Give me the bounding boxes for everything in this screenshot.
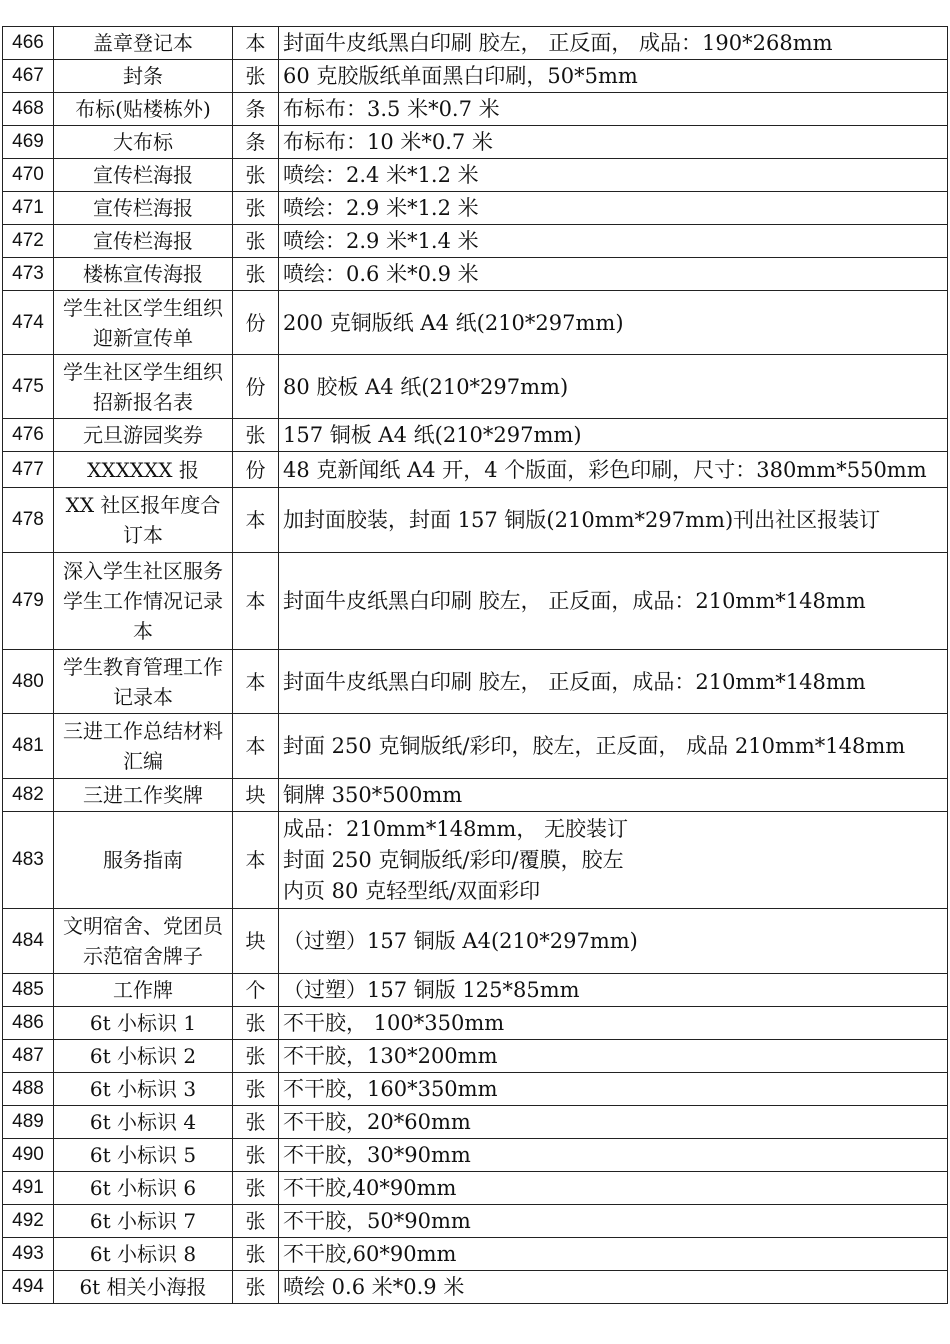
- table-row: [3, 1106, 948, 1139]
- item-spec-line: 封面 250 克铜版纸/彩印/覆膜，胶左: [283, 847, 624, 872]
- item-name: 工作牌: [54, 974, 233, 1007]
- item-unit: 个: [233, 974, 279, 1007]
- table-row: [3, 452, 948, 488]
- row-number: 470: [3, 159, 54, 192]
- item-spec: 200 克铜版纸 A4 纸(210*297mm): [279, 291, 948, 355]
- item-spec: 不干胶，20*60mm: [279, 1106, 948, 1139]
- item-unit: 张: [233, 1040, 279, 1073]
- item-name: 6t 小标识 7: [54, 1205, 233, 1238]
- table-row: [3, 1007, 948, 1040]
- item-name: 宣传栏海报: [54, 225, 233, 258]
- item-name-text: XX 社区报年度合订本: [65, 493, 221, 547]
- item-name: 宣传栏海报: [54, 192, 233, 225]
- item-unit: 张: [233, 1172, 279, 1205]
- item-spec: 封面 250 克铜版纸/彩印，胶左，正反面， 成品 210mm*148mm: [279, 714, 948, 779]
- row-number: 471: [3, 192, 54, 225]
- item-unit: 本: [233, 812, 279, 909]
- item-spec: 布标布：3.5 米*0.7 米: [279, 93, 948, 126]
- item-unit: 本: [233, 553, 279, 650]
- row-number: 475: [3, 355, 54, 419]
- item-name-text: 学生教育管理工作记录本: [63, 654, 223, 709]
- item-unit: 份: [233, 291, 279, 355]
- table-row: [3, 1205, 948, 1238]
- item-name: 三进工作奖牌: [54, 779, 233, 812]
- item-spec-line: 内页 80 克轻型纸/双面彩印: [283, 878, 541, 903]
- table-row: [3, 93, 948, 126]
- item-spec: 不干胶，160*350mm: [279, 1073, 948, 1106]
- item-spec: 铜牌 350*500mm: [279, 779, 948, 812]
- table-row: [3, 27, 948, 60]
- item-spec: 不干胶，50*90mm: [279, 1205, 948, 1238]
- item-spec: 157 铜板 A4 纸(210*297mm): [279, 419, 948, 452]
- item-name-text: 深入学生社区服务学生工作情况记录本: [63, 559, 223, 643]
- item-unit: 张: [233, 258, 279, 291]
- item-name: 6t 小标识 4: [54, 1106, 233, 1139]
- item-unit: 张: [233, 192, 279, 225]
- item-spec: （过塑）157 铜版 125*85mm: [279, 974, 948, 1007]
- item-unit: 块: [233, 779, 279, 812]
- row-number: 491: [3, 1172, 54, 1205]
- item-name: [54, 650, 233, 714]
- item-spec: 48 克新闻纸 A4 开，4 个版面，彩色印刷，尺寸：380mm*550mm: [279, 452, 948, 488]
- item-name-text: 学生社区学生组织迎新宣传单: [63, 295, 223, 350]
- item-spec: 喷绘：2.4 米*1.2 米: [279, 159, 948, 192]
- row-number: 481: [3, 714, 54, 779]
- table-body: [3, 27, 948, 1304]
- row-number: 472: [3, 225, 54, 258]
- item-name: 盖章登记本: [54, 27, 233, 60]
- row-number: 473: [3, 258, 54, 291]
- row-number: 494: [3, 1271, 54, 1304]
- item-spec: 不干胶,40*90mm: [279, 1172, 948, 1205]
- item-unit: 本: [233, 714, 279, 779]
- table-row: [3, 60, 948, 93]
- row-number: 467: [3, 60, 54, 93]
- item-spec: 封面牛皮纸黑白印刷 胶左， 正反面，成品：210mm*148mm: [279, 553, 948, 650]
- item-unit: 张: [233, 1106, 279, 1139]
- row-number: 468: [3, 93, 54, 126]
- item-spec: 加封面胶装，封面 157 铜版(210mm*297mm)刊出社区报装订: [279, 488, 948, 553]
- item-name: [54, 355, 233, 419]
- table-row: [3, 291, 948, 355]
- table-row: [3, 159, 948, 192]
- row-number: 493: [3, 1238, 54, 1271]
- item-spec: 布标布：10 米*0.7 米: [279, 126, 948, 159]
- item-spec: 封面牛皮纸黑白印刷 胶左， 正反面， 成品：190*268mm: [279, 27, 948, 60]
- table-row: [3, 126, 948, 159]
- table-row: [3, 225, 948, 258]
- item-unit: 张: [233, 60, 279, 93]
- row-number: 489: [3, 1106, 54, 1139]
- item-name: 大布标: [54, 126, 233, 159]
- row-number: 487: [3, 1040, 54, 1073]
- item-unit: 张: [233, 1007, 279, 1040]
- item-spec: 封面牛皮纸黑白印刷 胶左， 正反面，成品：210mm*148mm: [279, 650, 948, 714]
- item-spec: 不干胶，130*200mm: [279, 1040, 948, 1073]
- item-name: [54, 714, 233, 779]
- table-row: [3, 192, 948, 225]
- table-row: [3, 779, 948, 812]
- item-name: 封条: [54, 60, 233, 93]
- row-number: 483: [3, 812, 54, 909]
- item-name: 6t 小标识 2: [54, 1040, 233, 1073]
- item-name: 服务指南: [54, 812, 233, 909]
- row-number: 477: [3, 452, 54, 488]
- item-name: [54, 553, 233, 650]
- item-name: [54, 909, 233, 974]
- item-unit: 张: [233, 1073, 279, 1106]
- row-number: 484: [3, 909, 54, 974]
- item-unit: 张: [233, 419, 279, 452]
- item-name: 6t 小标识 3: [54, 1073, 233, 1106]
- row-number: 469: [3, 126, 54, 159]
- item-spec: 喷绘：0.6 米*0.9 米: [279, 258, 948, 291]
- item-spec: 喷绘 0.6 米*0.9 米: [279, 1271, 948, 1304]
- item-unit: 份: [233, 452, 279, 488]
- item-spec: （过塑）157 铜版 A4(210*297mm): [279, 909, 948, 974]
- row-number: 476: [3, 419, 54, 452]
- item-unit: 张: [233, 159, 279, 192]
- item-spec: 不干胶，30*90mm: [279, 1139, 948, 1172]
- item-unit: 本: [233, 650, 279, 714]
- item-unit: 张: [233, 225, 279, 258]
- item-unit: 条: [233, 93, 279, 126]
- item-spec: 不干胶， 100*350mm: [279, 1007, 948, 1040]
- item-unit: 张: [233, 1205, 279, 1238]
- table-row: [3, 1271, 948, 1304]
- item-name: 6t 小标识 8: [54, 1238, 233, 1271]
- table-row: [3, 553, 948, 650]
- table-row: [3, 714, 948, 779]
- item-name: 6t 相关小海报: [54, 1271, 233, 1304]
- item-name: 元旦游园奖券: [54, 419, 233, 452]
- row-number: 485: [3, 974, 54, 1007]
- table-row: [3, 258, 948, 291]
- row-number: 488: [3, 1073, 54, 1106]
- item-name: 6t 小标识 6: [54, 1172, 233, 1205]
- item-name: 6t 小标识 5: [54, 1139, 233, 1172]
- table-row: [3, 488, 948, 553]
- item-spec: 60 克胶版纸单面黑白印刷，50*5mm: [279, 60, 948, 93]
- table-row: [3, 1073, 948, 1106]
- table-row: [3, 812, 948, 909]
- row-number: 482: [3, 779, 54, 812]
- row-number: 490: [3, 1139, 54, 1172]
- item-spec-line: 成品：210mm*148mm， 无胶装订: [283, 816, 628, 841]
- item-spec: 喷绘：2.9 米*1.4 米: [279, 225, 948, 258]
- table-row: [3, 1172, 948, 1205]
- item-name: XXXXXX 报: [54, 452, 233, 488]
- item-name: [54, 488, 233, 553]
- table-row: [3, 650, 948, 714]
- row-number: 479: [3, 553, 54, 650]
- item-name-text: 文明宿舍、党团员示范宿舍牌子: [63, 914, 223, 968]
- item-spec: 不干胶,60*90mm: [279, 1238, 948, 1271]
- item-unit: 条: [233, 126, 279, 159]
- item-name: [54, 291, 233, 355]
- item-spec: [279, 812, 948, 909]
- table-row: [3, 1238, 948, 1271]
- item-name-text: 学生社区学生组织招新报名表: [63, 359, 223, 414]
- table-row: [3, 974, 948, 1007]
- row-number: 474: [3, 291, 54, 355]
- row-number: 480: [3, 650, 54, 714]
- row-number: 466: [3, 27, 54, 60]
- row-number: 486: [3, 1007, 54, 1040]
- item-spec: 80 胶板 A4 纸(210*297mm): [279, 355, 948, 419]
- print-spec-table: [2, 26, 948, 1304]
- item-unit: 本: [233, 488, 279, 553]
- item-unit: 张: [233, 1139, 279, 1172]
- item-name: 布标(贴楼栋外): [54, 93, 233, 126]
- table-row: [3, 1139, 948, 1172]
- table-row: [3, 1040, 948, 1073]
- item-unit: 份: [233, 355, 279, 419]
- item-name-text: 三进工作总结材料汇编: [63, 719, 223, 773]
- table-row: [3, 419, 948, 452]
- table-row: [3, 355, 948, 419]
- item-unit: 块: [233, 909, 279, 974]
- row-number: 492: [3, 1205, 54, 1238]
- row-number: 478: [3, 488, 54, 553]
- item-name: 楼栋宣传海报: [54, 258, 233, 291]
- item-unit: 张: [233, 1238, 279, 1271]
- item-spec: 喷绘：2.9 米*1.2 米: [279, 192, 948, 225]
- item-name: 宣传栏海报: [54, 159, 233, 192]
- item-unit: 张: [233, 1271, 279, 1304]
- table-row: [3, 909, 948, 974]
- item-name: 6t 小标识 1: [54, 1007, 233, 1040]
- item-unit: 本: [233, 27, 279, 60]
